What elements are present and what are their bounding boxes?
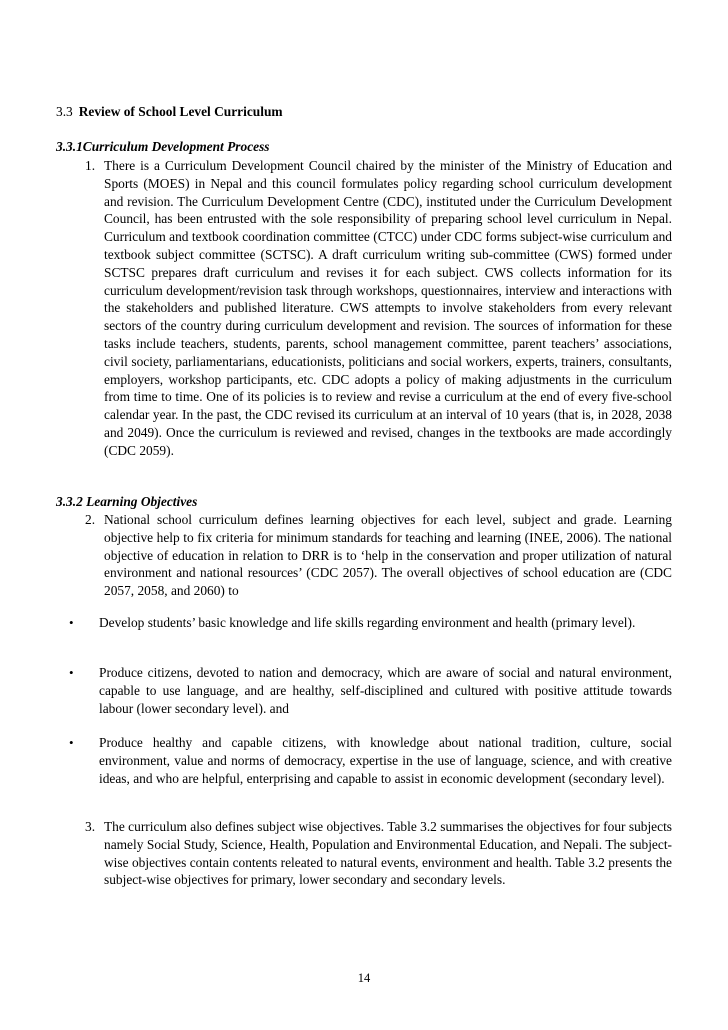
bullet-icon: • [69, 615, 74, 630]
bullet-text: Develop students’ basic knowledge and life skills regarding environment and health (primary level). [99, 615, 636, 630]
section-number: 3.3 [56, 104, 73, 119]
bullet-icon: • [69, 665, 74, 680]
section-title: Review of School Level Curriculum [78, 104, 283, 119]
bullet-item-secondary [56, 734, 672, 787]
numbered-paragraph-3 [56, 818, 672, 889]
list-number: 2. [85, 512, 96, 527]
bullet-icon: • [69, 735, 74, 750]
bullet-text: Produce citizens, devoted to nation and democracy, which are aware of social and natural environment, capable to use language, and are healthy, self-disciplined and cultured with positive attitude towards labour (lower secondary level). and [99, 665, 672, 716]
numbered-paragraph-1 [56, 157, 672, 460]
list-number: 1. [85, 158, 96, 173]
bullet-item-primary [56, 614, 672, 632]
bullet-text: Produce healthy and capable citizens, with knowledge about national tradition, culture, social environment, value and norms of democracy, expertise in the use of language, science, and with creative ideas, and who are helpful, enterprising and capable to assist in economic development (secondary level). [99, 735, 672, 786]
paragraph-text: There is a Curriculum Development Council chaired by the minister of the Ministry of Education and Sports (MOES) in Nepal and this council formulates policy regarding school curriculum development and revision. The Curriculum Development Centre (CDC), instituted under the Curriculum Development Council, has been entrusted with the sole responsibility of preparing school level curriculum in Nepal. Curriculum and textbook coordination committee (CTCC) under CDC forms subject-wise curriculum and textbook subject committee (SCTSC). A draft curriculum writing sub-committee (CWS) formed under SCTSC prepares draft curriculum and revises it for each subject. CWS collects information for its curriculum development/revision task through workshops, questionnaires, interview and interactions with the stakeholders and published literature. CWS attempts to involve stakeholders from every relevant sectors of the country during curriculum development and revision. The sources of information for these tasks include teachers, students, parents, school management committee, parent teachers’ associations, civil society, parliamentarians, educationists, politicians and social workers, experts, trainers, consultants, employers, workshop participants, etc. CDC adopts a policy of making adjustments in the curriculum from time to time. One of its policies is to review and revise a curriculum at the end of every five-school calendar year. In the past, the CDC revised its curriculum at an interval of 10 years (that is, in 2028, 2038 and 2049). Once the curriculum is reviewed and revised, changes in the textbooks are made accordingly (CDC 2059). [104, 158, 672, 458]
subsection-heading-learning-objectives: 3.3.2 Learning Objectives [56, 494, 198, 509]
list-number: 3. [85, 819, 96, 834]
paragraph-text: The curriculum also defines subject wise objectives. Table 3.2 summarises the objectives for four subjects namely Social Study, Science, Health, Population and Environmental Education, and Nepali. The subject-wise objectives contain contents releated to natural events, environment and health. Table 3.2 presents the subject-wise objectives for primary, lower secondary and secondary levels. [104, 819, 672, 888]
bullet-item-lower-secondary [56, 664, 672, 717]
numbered-paragraph-2 [56, 511, 672, 600]
subsection-heading-curriculum-development: 3.3.1Curriculum Development Process [56, 139, 270, 154]
section-heading [56, 103, 283, 121]
page-number: 14 [357, 971, 371, 985]
paragraph-text: National school curriculum defines learning objectives for each level, subject and grade. Learning objective help to fix criteria for minimum standards for teaching and learning (INEE, 2006). The national objective of education in relation to DRR is to ‘help in the conservation and proper utilization of natural environment and national resources’ (CDC 2057). The overall objectives of school education are (CDC 2057, 2058, and 2060) to [104, 512, 672, 599]
